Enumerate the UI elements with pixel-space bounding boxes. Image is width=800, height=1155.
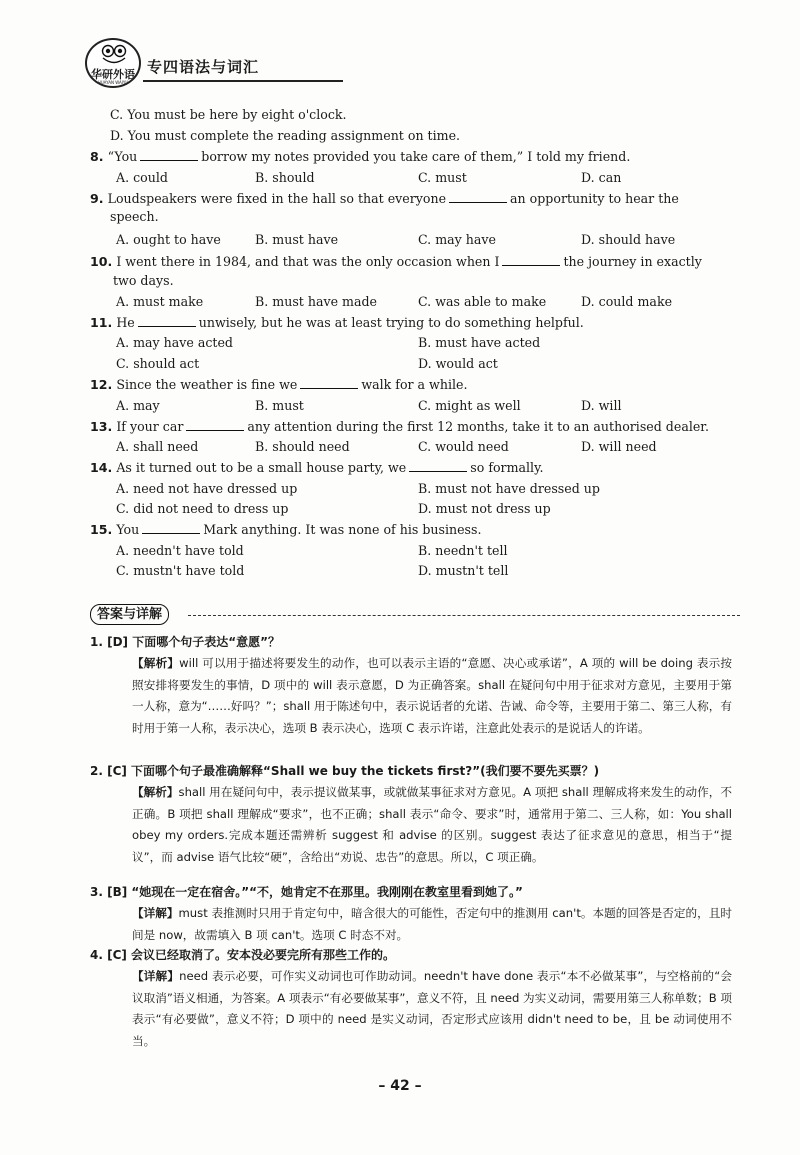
question-8: 8. “You borrow my notes provided you take care of them,” I told my friend. xyxy=(90,149,631,164)
question-9-line2: speech. xyxy=(110,209,159,224)
option: C. must xyxy=(418,170,467,185)
section-title: 专四语法与词汇 xyxy=(147,58,260,76)
option: C. would need xyxy=(418,439,509,454)
answer-blank[interactable] xyxy=(409,459,467,472)
option: A. must make xyxy=(116,294,204,309)
option: A. needn't have told xyxy=(116,543,244,558)
question-11: 11. He unwisely, but he was at least trying to do something helpful. xyxy=(90,315,584,330)
answer-blank[interactable] xyxy=(300,376,358,389)
option: D. would act xyxy=(418,356,498,371)
answers-heading: 答案与详解 xyxy=(90,604,169,625)
option: A. ought to have xyxy=(116,232,221,247)
option: B. must xyxy=(255,398,304,413)
option: B. should xyxy=(255,170,315,185)
option: D. mustn't tell xyxy=(418,563,509,578)
answer-blank[interactable] xyxy=(138,314,196,327)
answer-2-explanation: 【解析】shall 用在疑问句中，表示提议做某事，或就做某事征求对方意见。A 项把 shall 理解成将来发生的动作，不正确。B 项把 shall 理解成“要求”，也不正确；shall 表示“命令、要求”时，通常用于第二、三人称，如：You shall obey my orders.完成本题还需辨析 suggest 和 advise 的区别。suggest 表达了征求意见的意思，相当于“提议”，而 advise 语气比较“硬”，含给出“劝说、忠告”的意思。所以，C 项正确。 xyxy=(132,785,732,864)
question-15: 15. You Mark anything. It was none of his business. xyxy=(90,522,482,537)
answer-blank[interactable] xyxy=(449,190,507,203)
question-10: 10. I went there in 1984, and that was the only occasion when I the journey in exactly xyxy=(90,254,702,269)
logo-text: 华研外语 xyxy=(91,68,135,81)
logo-subtext: HUAYAN WAIYU xyxy=(97,80,129,85)
option: D. could make xyxy=(581,294,673,309)
option: B. must have acted xyxy=(418,335,541,350)
option: C. may have xyxy=(418,232,496,247)
answer-blank[interactable] xyxy=(142,521,200,534)
option: D. should have xyxy=(581,232,676,247)
option: C. might as well xyxy=(418,398,521,413)
option: C. was able to make xyxy=(418,294,547,309)
frog-icon xyxy=(99,44,129,66)
answer-4-explanation: 【详解】need 表示必要，可作实义动词也可作助动词。needn't have done 表示“本不必做某事”，与空格前的“会议取消”语义相通，为答案。A 项表示“有必要做某事”，意义不符，且 need 为实义动词，需要用第三人称单数；B 项表示“有必要做”，意义不符；D 项中的 need 是实义动词，否定形式应该用 didn't need to be，且 be 动词使用不当。 xyxy=(132,969,732,1048)
answer-3-title: 3. [B] “她现在一定在宿舍。”“不，她肯定不在那里。我刚刚在教室里看到她了。” xyxy=(90,885,523,899)
answer-blank[interactable] xyxy=(502,253,560,266)
page-number: – 42 – xyxy=(378,1078,422,1094)
answer-3-explanation: 【详解】must 表推测时只用于肯定句中，暗含很大的可能性，否定句中的推测用 can't。本题的回答是否定的，且时间是 now，故需填入 B 项 can't。选项 C 时态不对。 xyxy=(132,906,732,942)
question-14: 14. As it turned out to be a small house party, we so formally. xyxy=(90,460,544,475)
answers-header xyxy=(90,604,740,626)
page-header xyxy=(85,38,295,90)
question-9: 9. Loudspeakers were fixed in the hall so that everyone an opportunity to hear the xyxy=(90,191,679,206)
option: B. should need xyxy=(255,439,350,454)
option: C. You must be here by eight o'clock. xyxy=(110,107,347,122)
option: A. may xyxy=(116,398,160,413)
answer-4-title: 4. [C] 会议已经取消了。安本没必要完所有那些工作的。 xyxy=(90,948,396,962)
option: A. shall need xyxy=(116,439,199,454)
option: B. must have made xyxy=(255,294,377,309)
option: C. mustn't have told xyxy=(116,563,245,578)
publisher-logo xyxy=(85,38,141,88)
option: C. did not need to dress up xyxy=(116,501,289,516)
answer-1-explanation: 【解析】will 可以用于描述将要发生的动作，也可以表示主语的“意愿、决心或承诺”，A 项的 will be doing 表示按照安排将要发生的事情，D 项中的 will 表示意愿，D 为正确答案。shall 在疑问句中用于征求对方意见，主要用于第一人称，意为“……好吗？”；shall 用于陈述句中，表示说话者的允诺、告诫、命令等，主要用于第二、第三人称，有时用于第一人称，表示决心，选项 B 表示决心，选项 C 表示许诺，注意此处表示的是说话人的许诺。 xyxy=(132,656,732,735)
option: B. needn't tell xyxy=(418,543,508,558)
option: D. can xyxy=(581,170,622,185)
option: B. must not have dressed up xyxy=(418,481,600,496)
answer-2-title: 2. [C] 下面哪个句子最准确解释“Shall we buy the tickets first?”(我们要不要先买票？) xyxy=(90,764,600,778)
answer-blank[interactable] xyxy=(140,148,198,161)
option: D. will need xyxy=(581,439,657,454)
answer-blank[interactable] xyxy=(186,418,244,431)
option: D. must not dress up xyxy=(418,501,551,516)
option: A. could xyxy=(116,170,168,185)
question-10-line2: two days. xyxy=(113,273,174,288)
answer-1-title: 1. [D] 下面哪个句子表达“意愿”？ xyxy=(90,635,280,649)
question-12: 12. Since the weather is fine we walk for a while. xyxy=(90,377,468,392)
question-13: 13. If your car any attention during the first 12 months, take it to an authorised dealer. xyxy=(90,419,709,434)
option: D. will xyxy=(581,398,622,413)
option: A. may have acted xyxy=(116,335,233,350)
option: D. You must complete the reading assignment on time. xyxy=(110,128,461,143)
option: C. should act xyxy=(116,356,200,371)
option: A. need not have dressed up xyxy=(116,481,298,496)
header-divider xyxy=(143,80,343,82)
dashed-divider xyxy=(188,615,740,616)
option: B. must have xyxy=(255,232,339,247)
